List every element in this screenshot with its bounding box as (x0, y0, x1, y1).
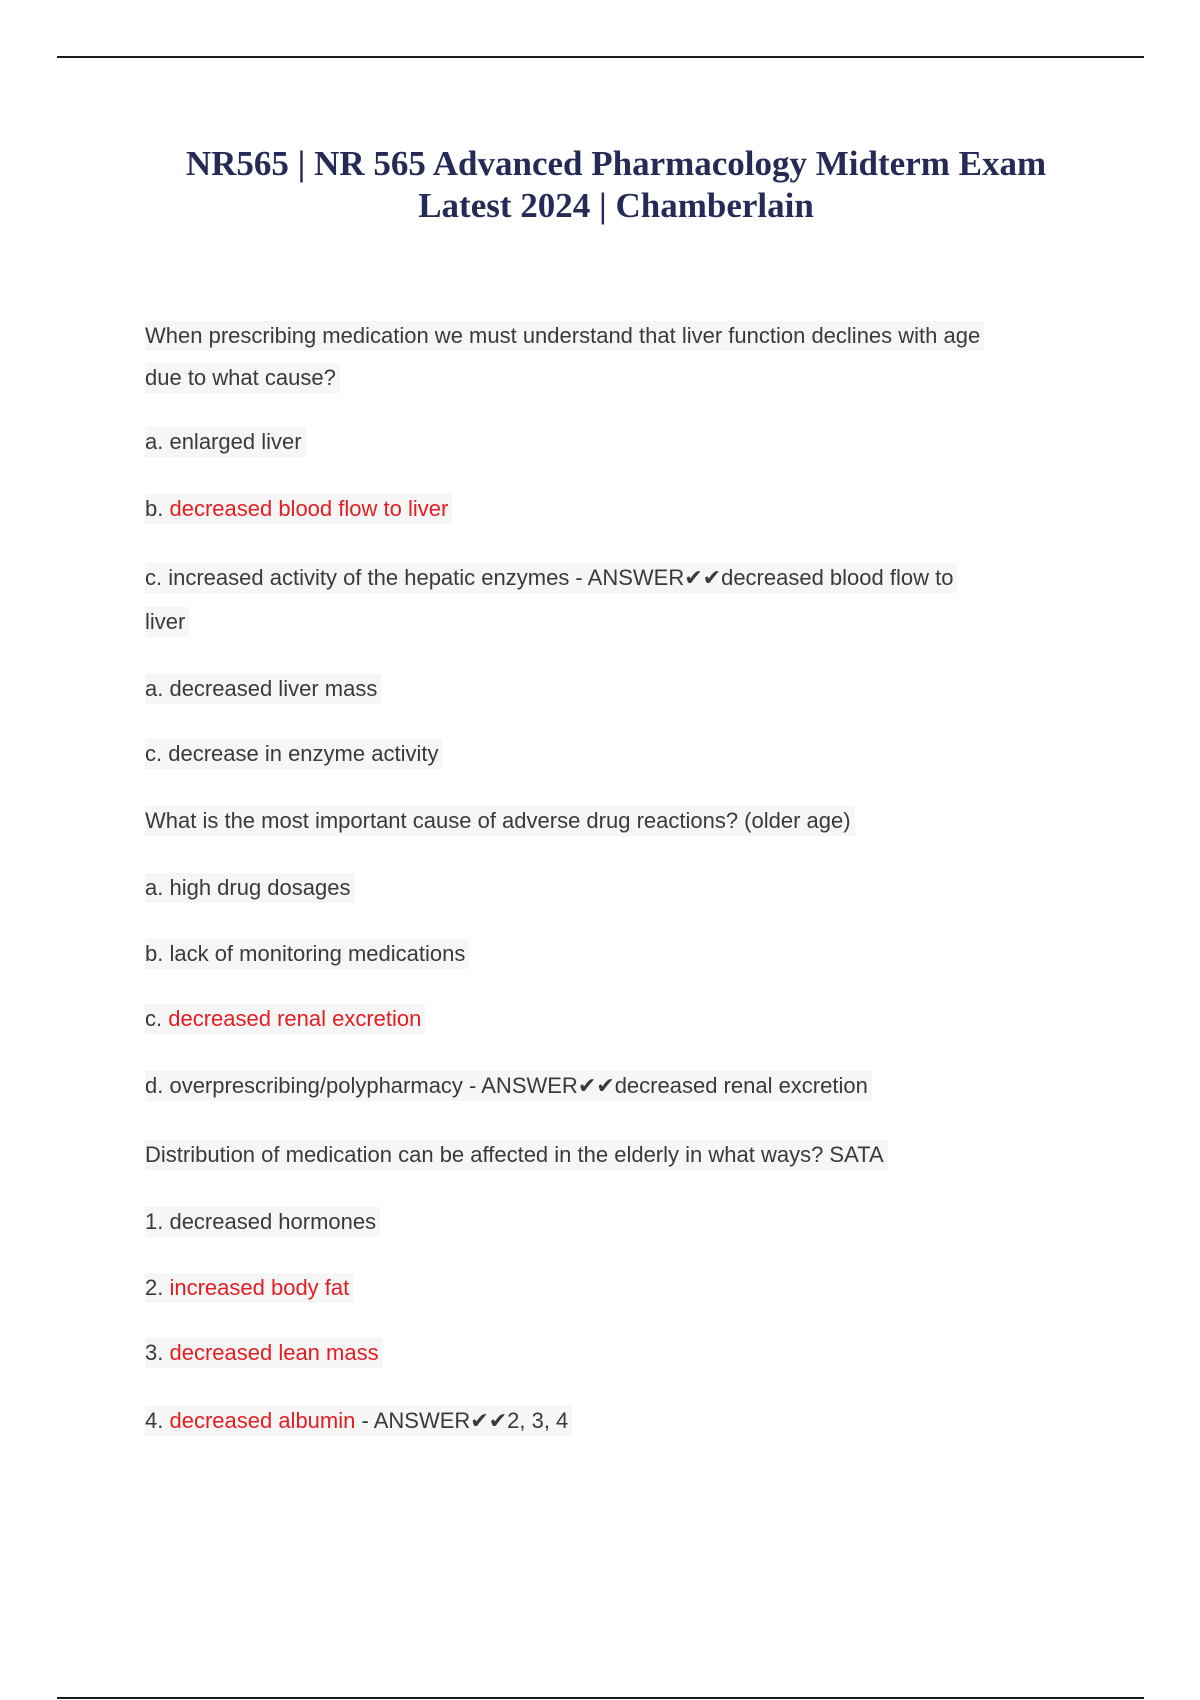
q1-question-line-1: When prescribing medication we must understand that liver function declines with age (145, 321, 984, 351)
title-line-2: Latest 2024 | Chamberlain (418, 186, 814, 225)
q3-option-1: 1. decreased hormones (145, 1207, 380, 1237)
q3-option-4-prefix: 4. (145, 1408, 170, 1433)
q1-option-b-correct: decreased blood flow to liver (169, 496, 449, 521)
q3-option-2-correct: increased body fat (169, 1275, 350, 1300)
q2-question: What is the most important cause of adverse drug reactions? (older age) (145, 806, 855, 836)
q2-option-c-correct: decreased renal excretion (168, 1006, 422, 1031)
title-line-1: NR565 | NR 565 Advanced Pharmacology Midterm Exam (185, 144, 1047, 183)
q1-option-c-line-2: liver (145, 607, 189, 637)
q3-option-4-correct: decreased albumin (169, 1408, 356, 1433)
q3-option-3-prefix: 3. (145, 1340, 170, 1365)
bottom-rule (57, 1697, 1144, 1699)
q3-option-3 (145, 1338, 383, 1368)
q3-option-4 (145, 1406, 572, 1436)
q2-option-a: a. high drug dosages (145, 873, 355, 903)
q3-question: Distribution of medication can be affected in the elderly in what ways? SATA (145, 1140, 888, 1170)
q2-option-b: b. lack of monitoring medications (145, 939, 469, 969)
q1-option-b-prefix: b. (145, 496, 170, 521)
q2-option-d: d. overprescribing/polypharmacy - ANSWER✔✔decreased renal excretion (145, 1071, 872, 1101)
q3-option-3-correct: decreased lean mass (169, 1340, 379, 1365)
q3-option-4-answer: - ANSWER✔✔2, 3, 4 (355, 1408, 569, 1433)
q1-extra-option-c: c. decrease in enzyme activity (145, 739, 442, 769)
q3-option-2 (145, 1273, 353, 1303)
q1-question-line-2: due to what cause? (145, 363, 340, 393)
q2-option-c (145, 1004, 425, 1034)
top-rule (57, 56, 1144, 58)
q1-option-b (145, 494, 452, 524)
q3-option-2-prefix: 2. (145, 1275, 170, 1300)
q1-option-c-line-1: c. increased activity of the hepatic enzymes - ANSWER✔✔decreased blood flow to (145, 563, 957, 593)
q1-extra-option-a: a. decreased liver mass (145, 674, 381, 704)
q2-option-c-prefix: c. (145, 1006, 169, 1031)
q1-option-a: a. enlarged liver (145, 427, 306, 457)
document-title (100, 143, 1132, 227)
